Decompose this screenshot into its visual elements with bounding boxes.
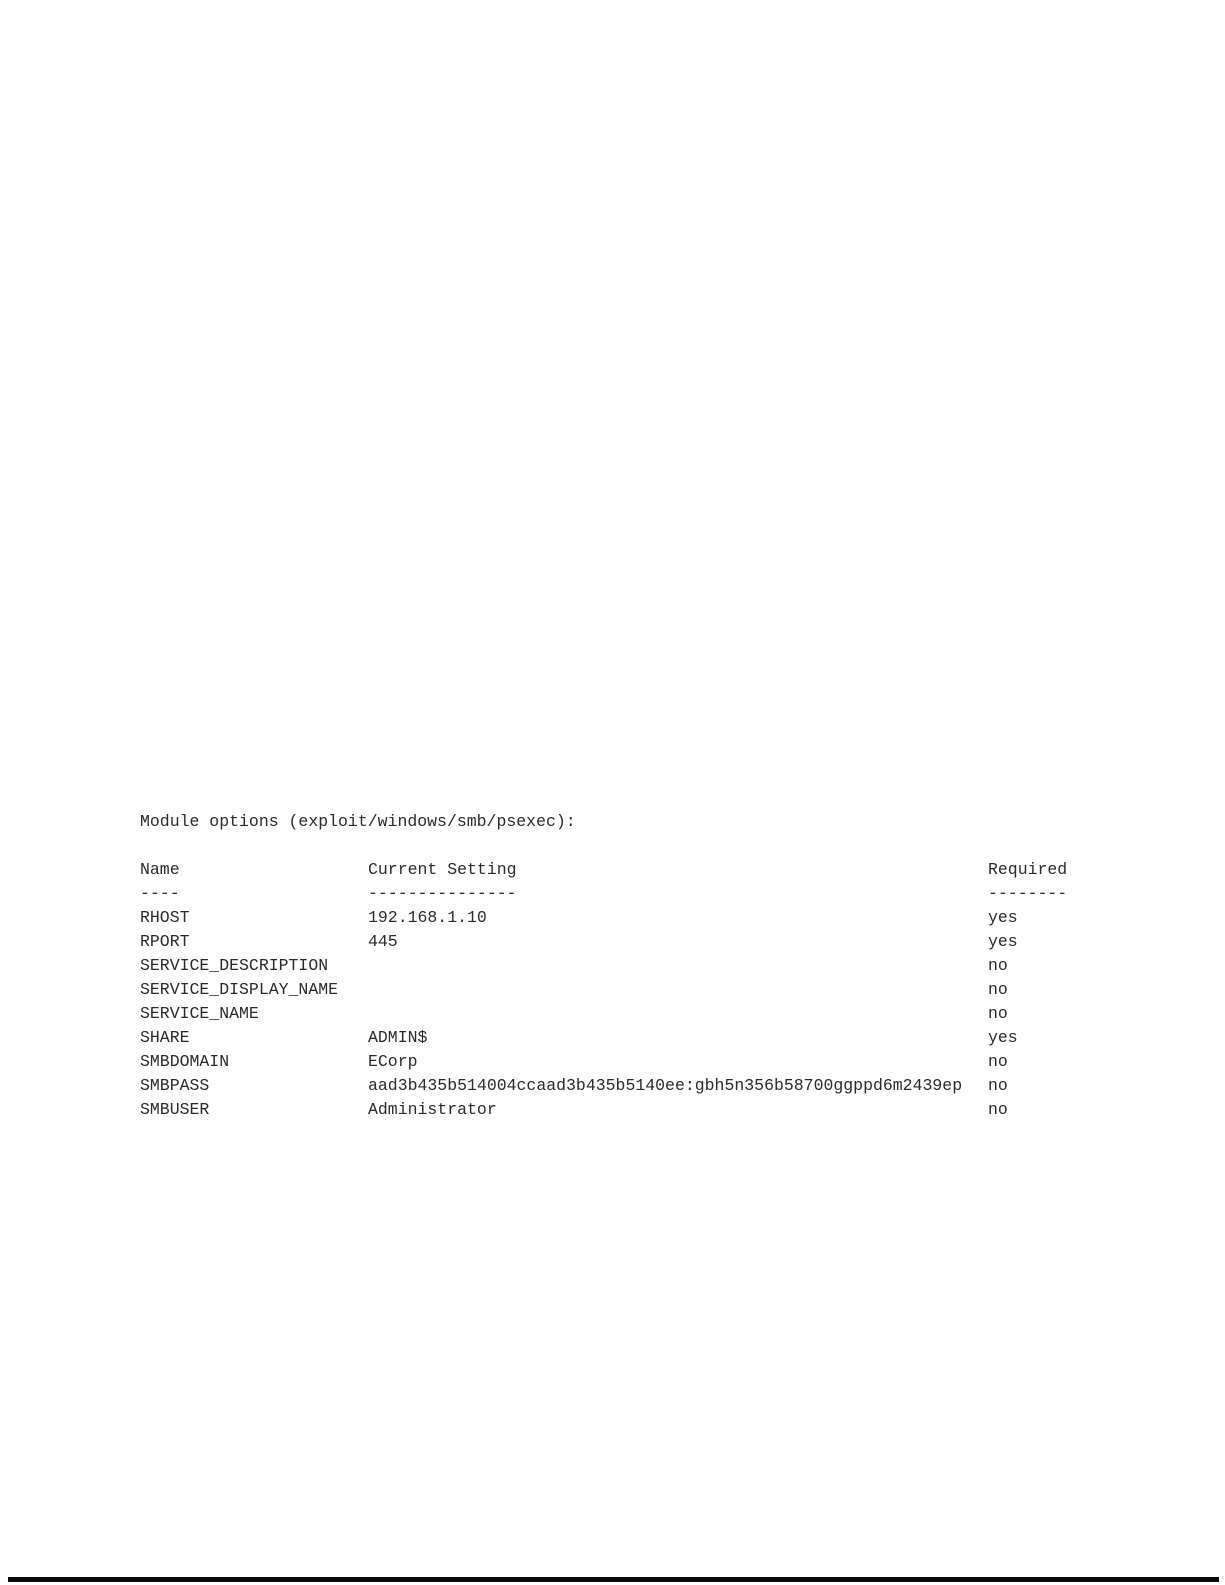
table-header-row bbox=[140, 860, 1140, 884]
option-name: SERVICE_NAME bbox=[140, 1004, 259, 1023]
option-name: RHOST bbox=[140, 908, 190, 927]
underline-name: ---- bbox=[140, 884, 180, 903]
column-header-current-setting: Current Setting bbox=[368, 860, 517, 879]
option-row-smbdomain bbox=[140, 1052, 1140, 1076]
option-required: yes bbox=[988, 932, 1018, 951]
option-row-rhost bbox=[140, 908, 1140, 932]
module-options-title: Module options (exploit/windows/smb/psexec): bbox=[140, 812, 576, 831]
option-required: no bbox=[988, 1052, 1008, 1071]
option-name: SHARE bbox=[140, 1028, 190, 1047]
option-current-setting: 192.168.1.10 bbox=[368, 908, 487, 927]
option-required: yes bbox=[988, 1028, 1018, 1047]
option-row-smbpass bbox=[140, 1076, 1140, 1100]
option-current-setting: 445 bbox=[368, 932, 398, 951]
table-header-underline-row bbox=[140, 884, 1140, 908]
option-name: SERVICE_DESCRIPTION bbox=[140, 956, 329, 975]
option-required: no bbox=[988, 1100, 1008, 1119]
option-row-smbuser bbox=[140, 1100, 1140, 1124]
option-required: no bbox=[988, 1076, 1008, 1095]
option-row-service_name bbox=[140, 1004, 1140, 1028]
option-required: no bbox=[988, 980, 1008, 999]
option-current-setting: aad3b435b514004ccaad3b435b5140ee:gbh5n356b58700ggppd6m2439ep bbox=[368, 1076, 963, 1095]
blank-line bbox=[140, 836, 1140, 860]
column-header-name: Name bbox=[140, 860, 180, 879]
option-current-setting: ECorp bbox=[368, 1052, 418, 1071]
page-bottom-rule bbox=[8, 1577, 1219, 1582]
option-row-service_description bbox=[140, 956, 1140, 980]
option-rows bbox=[140, 908, 1140, 1124]
column-header-required: Required bbox=[988, 860, 1068, 879]
option-current-setting: Administrator bbox=[368, 1100, 497, 1119]
option-required: yes bbox=[988, 908, 1018, 927]
option-current-setting: ADMIN$ bbox=[368, 1028, 428, 1047]
option-row-share bbox=[140, 1028, 1140, 1052]
option-required: no bbox=[988, 1004, 1008, 1023]
option-row-service_display_name bbox=[140, 980, 1140, 1004]
metasploit-module-options-listing bbox=[140, 812, 1140, 1124]
option-row-rport bbox=[140, 932, 1140, 956]
option-name: SERVICE_DISPLAY_NAME bbox=[140, 980, 339, 999]
option-required: no bbox=[988, 956, 1008, 975]
underline-required: -------- bbox=[988, 884, 1068, 903]
option-name: SMBUSER bbox=[140, 1100, 210, 1119]
option-name: SMBDOMAIN bbox=[140, 1052, 230, 1071]
option-name: SMBPASS bbox=[140, 1076, 210, 1095]
option-name: RPORT bbox=[140, 932, 190, 951]
underline-current-setting: --------------- bbox=[368, 884, 517, 903]
